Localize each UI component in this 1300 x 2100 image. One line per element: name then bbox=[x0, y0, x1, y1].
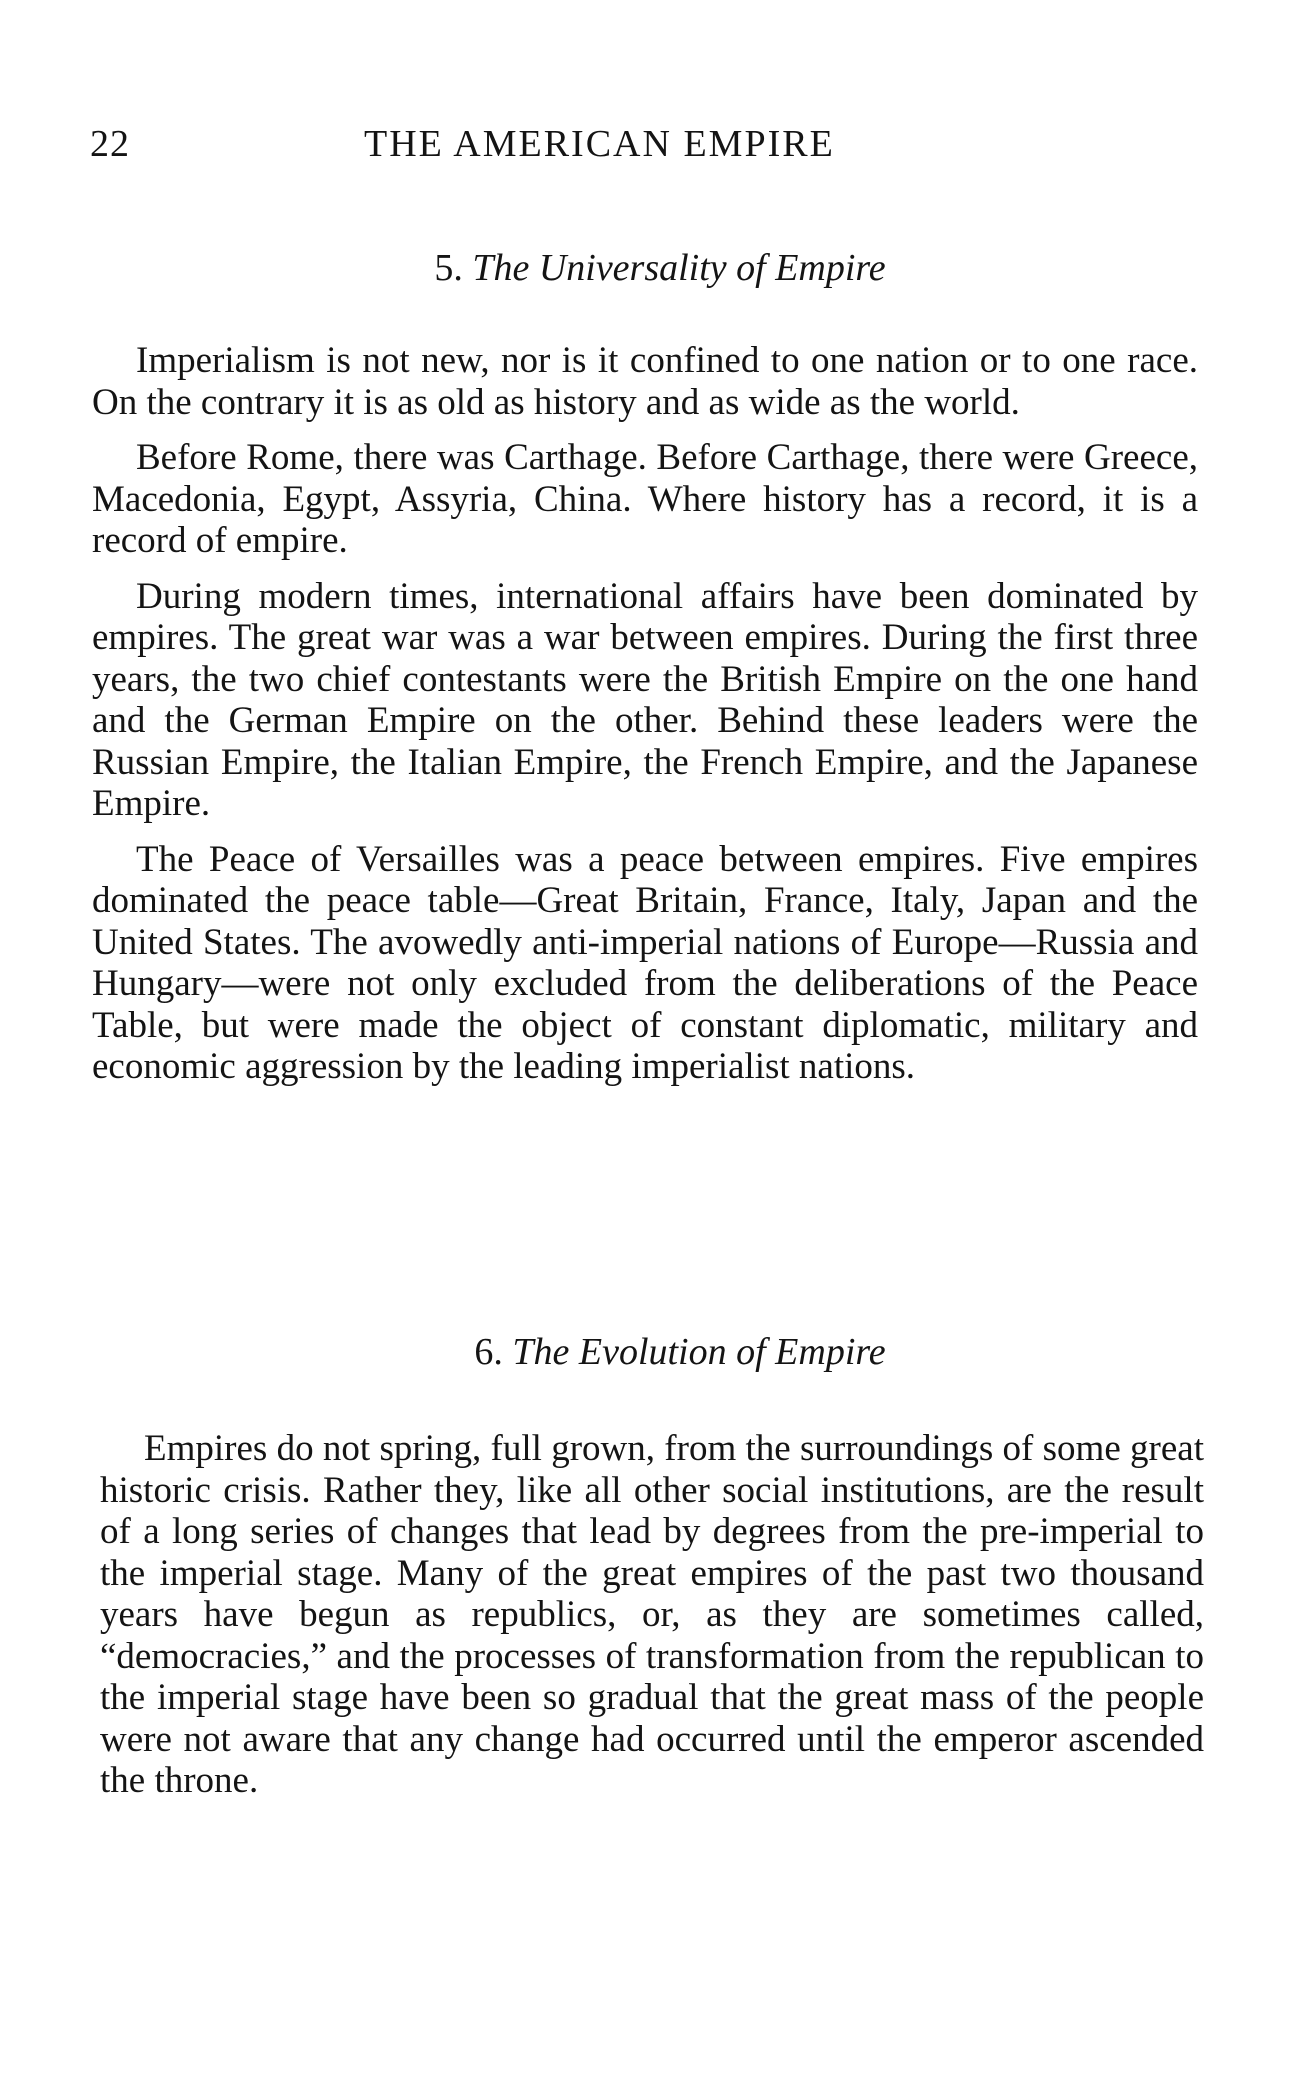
paragraph: Before Rome, there was Carthage. Before Carthage, there were Greece, Macedonia, Egypt, Assyria, China. Where history has a record, it is a record of empire. bbox=[92, 437, 1198, 561]
section-body-evolution bbox=[100, 1428, 1204, 1816]
paragraph: Imperialism is not new, nor is it confined to one nation or to one race. On the contrary it is as old as history and as wide as the world. bbox=[92, 340, 1198, 423]
section-number: 5. bbox=[434, 247, 463, 289]
paragraph: The Peace of Versailles was a peace between empires. Five empires dominated the peace table—Great Britain, France, Italy, Japan and the United States. The avowedly anti-imperial nations of Europe—Russia and Hungary—were not only excluded from the deliberations of the Peace Table, but were made the object of constant diplomatic, military and economic aggression by the leading imperialist nations. bbox=[92, 838, 1198, 1087]
running-title: THE AMERICAN EMPIRE bbox=[364, 123, 835, 165]
section-number: 6. bbox=[474, 1331, 503, 1373]
section-body-universality bbox=[92, 340, 1198, 1102]
section-title: The Evolution of Empire bbox=[512, 1331, 886, 1373]
paragraph: During modern times, international affairs have been dominated by empires. The great war was a war between empires. During the first three years, the two chief contestants were the British Empire on the one hand and the German Empire on the other. Behind these leaders were the Russian Empire, the Italian Empire, the French Empire, and the Japanese Empire. bbox=[92, 575, 1198, 824]
page-number: 22 bbox=[90, 123, 130, 165]
paragraph: Empires do not spring, full grown, from the surroundings of some great historic crisis. Rather they, like all other social institutions, are the result of a long series of changes that lead by degrees from the pre-imperial to the imperial stage. Many of the great empires of the past two thousand years have begun as republics, or, as they are sometimes called, “democracies,” and the processes of transformation from the republican to the imperial stage have been so gradual that the great mass of the people were not aware that any change had occurred until the emperor ascended the throne. bbox=[100, 1428, 1204, 1801]
section-title: The Universality of Empire bbox=[472, 247, 886, 289]
section-heading-universality bbox=[0, 246, 1300, 290]
section-heading-evolution bbox=[0, 1330, 1300, 1374]
running-head bbox=[90, 122, 1210, 172]
